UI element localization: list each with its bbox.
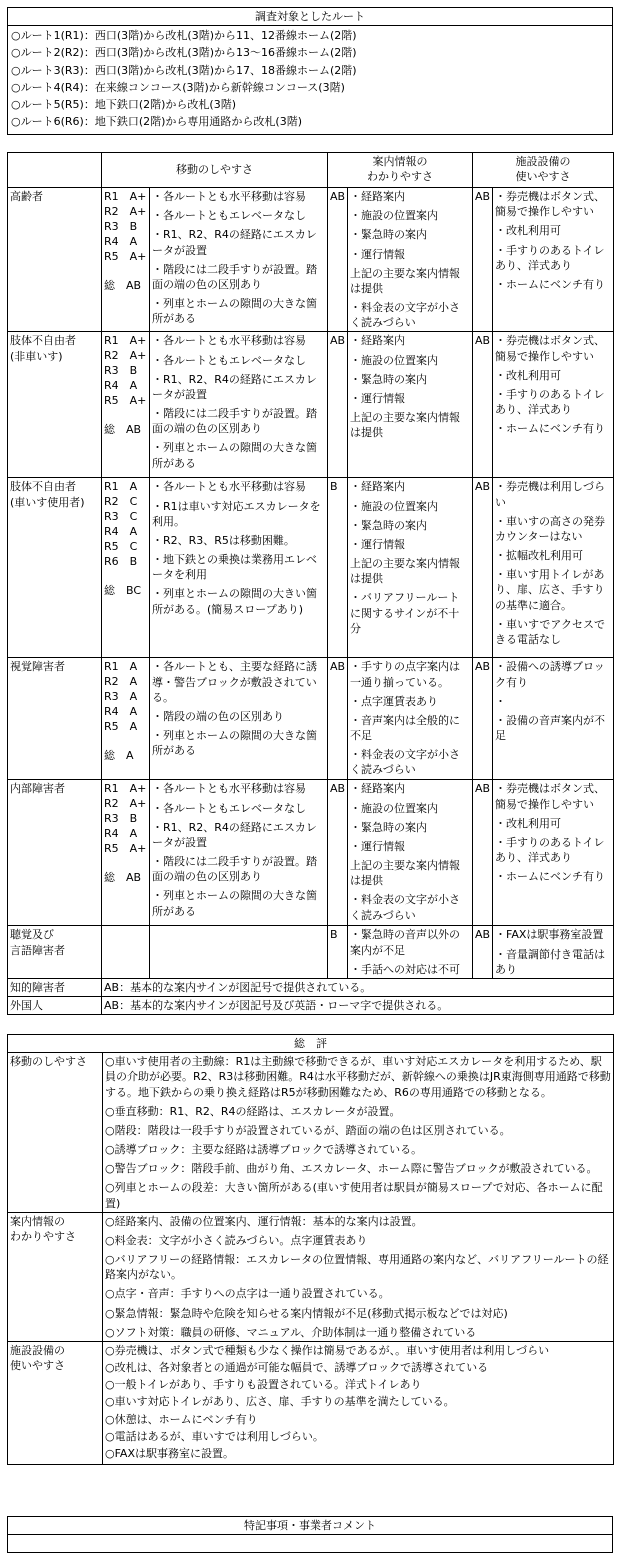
route-grade: R2 C <box>104 495 138 509</box>
evaluation-simple-row <box>8 997 614 1015</box>
facility-item: ・券売機はボタン式、簡易で操作しやすい <box>495 334 605 363</box>
general-para: ○垂直移動：R1、R2、R4の経路は、エスカレータが設置。 <box>105 1104 401 1118</box>
mobility-item: ・列車とホームの隙間の大きな箇所がある <box>152 889 317 918</box>
group-label: 肢体不自由者 <box>10 334 76 348</box>
general-para: ○料金表：文字が小さく読みづらい。点字運賃表あり <box>105 1233 368 1247</box>
routes-list <box>8 26 613 135</box>
facility-grade: AB <box>473 658 493 780</box>
general-label-line: わかりやすさ <box>10 1229 76 1243</box>
mobility-item: ・R1、R2、R4の経路にエスカレータが設置 <box>152 372 317 401</box>
general-title: 総 評 <box>8 1035 614 1053</box>
general-content <box>103 1341 614 1464</box>
routes-table <box>7 7 613 135</box>
mobility-item: ・R1は車いす対応エスカレータを利用。 <box>152 499 321 528</box>
evaluation-row <box>8 658 614 780</box>
header-info-line1: 案内情報の <box>372 155 428 168</box>
general-content <box>103 1212 614 1341</box>
route-grade: R4 A <box>104 827 138 841</box>
mobility-item: ・各ルートとも水平移動は容易 <box>152 782 306 796</box>
group-label: 肢体不自由者 <box>10 480 76 494</box>
info-item: ・施設の位置案内 <box>350 801 438 815</box>
facility-item: ・ホームにベンチ有り <box>495 870 605 884</box>
info-item: ・経路案内 <box>350 782 405 796</box>
info-item: ・バリアフリールートに関するサインが不十分 <box>350 591 460 635</box>
info-item: ・音声案内は全般的に不足 <box>350 713 460 743</box>
facility-item: ・FAXは駅事務室設置 <box>495 928 604 942</box>
notes-title: 特記事項・事業者コメント <box>8 1517 613 1535</box>
facility-item: ・ホームにベンチ有り <box>495 422 605 436</box>
info-item: ・経路案内 <box>350 334 405 348</box>
route-grade: R3 B <box>104 812 138 826</box>
route-grade: R3 B <box>104 364 138 378</box>
mobility-cell <box>150 780 328 926</box>
facility-grade: AB <box>473 332 493 478</box>
general-para: ○車いす使用者の主動線：R1は主動線で移動できるが、車いす対応エスカレータを利用するため、駅員の介助が必要。R2、R3は移動困難。R4は水平移動だが、新幹線への乗換はJR東海側専用通路で移動する。地下鉄からの乗り換え経路はR5が移動困難なため、R6の専用通路での移動となる。 <box>105 1055 611 1099</box>
route-grade: R4 A <box>104 379 138 393</box>
general-para: ○一般トイレがあり、手すりも設置されている。洋式トイレあり <box>105 1378 422 1392</box>
facility-cell <box>493 926 614 979</box>
header-facility <box>473 153 614 188</box>
route-item: ○ルート5(R5)：地下鉄口(2階)から改札(3階) <box>11 97 236 111</box>
mobility-item: ・列車とホームの隙間の大きい箇所がある。(簡易スロープあり) <box>152 587 317 616</box>
route-grades <box>102 188 150 332</box>
info-item: ・経路案内 <box>350 480 405 494</box>
route-grade: R4 A <box>104 705 138 719</box>
route-grade: R2 A+ <box>104 349 147 363</box>
route-grade: R3 A <box>104 690 138 704</box>
info-item: ・料金表の文字が小さく読みづらい <box>350 748 460 777</box>
facility-cell <box>493 780 614 926</box>
group-label: 視覚障害者 <box>10 660 65 674</box>
group-cell: 知的障害者 <box>8 978 102 996</box>
mobility-item: ・R1、R2、R4の経路にエスカレータが設置 <box>152 820 317 849</box>
info-item: ・緊急時の案内 <box>350 518 427 532</box>
info-grade: AB <box>328 332 348 478</box>
general-para: ○改札は、各対象者との通過が可能な幅員で、誘導ブロックで誘導されている <box>105 1361 489 1375</box>
facility-item: ・券売機はボタン式、簡易で操作しやすい <box>495 190 605 219</box>
facility-item: ・設備の音声案内が不足 <box>495 713 605 743</box>
evaluation-row <box>8 780 614 926</box>
evaluation-table <box>7 152 614 1015</box>
route-grade: R3 B <box>104 220 138 233</box>
general-para: ○経路案内、設備の位置案内、運行情報：基本的な案内は設置。 <box>105 1214 423 1228</box>
route-item: ○ルート2(R2)：西口(3階)から改札(3階)から13～16番線ホーム(2階) <box>11 46 357 60</box>
routes-title: 調査対象としたルート <box>8 8 613 26</box>
group-label: (車いす使用者) <box>10 495 85 509</box>
route-grade: R5 A+ <box>104 394 147 408</box>
info-item: ・緊急時の案内 <box>350 820 427 834</box>
evaluation-row <box>8 478 614 658</box>
route-item: ○ルート3(R3)：西口(3階)から改札(3階)から17、18番線ホーム(2階) <box>11 63 357 77</box>
info-item: ・運行情報 <box>350 537 405 551</box>
info-cell <box>348 926 473 979</box>
info-cell <box>348 478 473 658</box>
mobility-item: ・列車とホームの隙間の大きな箇所がある <box>152 441 317 470</box>
info-item: ・施設の位置案内 <box>350 209 438 223</box>
route-grade: R1 A+ <box>104 782 147 796</box>
facility-grade: AB <box>473 926 493 979</box>
info-item: 上記の主要な案内情報は提供 <box>350 557 460 586</box>
facility-item: ・手すりのあるトイレあり、洋式あり <box>495 387 605 417</box>
route-item: ○ルート4(R4)：在来線コンコース(3階)から新幹線コンコース(3階) <box>11 80 345 94</box>
info-item: ・施設の位置案内 <box>350 353 438 367</box>
general-para: ○誘導ブロック：主要な経路は誘導ブロックで誘導されている。 <box>105 1143 423 1157</box>
mobility-cell <box>150 332 328 478</box>
route-grades <box>102 780 150 926</box>
notes-body <box>8 1535 613 1553</box>
mobility-cell <box>150 926 328 979</box>
header-mobility: 移動のしやすさ <box>102 153 328 188</box>
mobility-item: ・各ルートともエレベータなし <box>152 801 306 815</box>
info-item: ・手すりの点字案内は一通り揃っている。 <box>350 660 460 689</box>
facility-item: ・手すりのあるトイレあり、洋式あり <box>495 835 605 865</box>
info-item: 上記の主要な案内情報は提供 <box>350 859 460 888</box>
header-info <box>328 153 473 188</box>
general-para: ○車いす対応トイレがあり、広さ、扉、手すりの基準を満たしている。 <box>105 1395 455 1409</box>
general-label-line: 施設設備の <box>10 1343 65 1357</box>
header-blank <box>8 153 102 188</box>
facility-item: ・車いす用トイレがあり、扉、広さ、手すりの基準に適合。 <box>495 568 605 612</box>
route-grade: R4 A <box>104 235 138 248</box>
route-grade: R2 A <box>104 675 138 689</box>
mobility-item: ・列車とホームの隙間の大きな箇所がある <box>152 297 317 326</box>
route-grade: R5 A+ <box>104 842 147 856</box>
route-grades <box>102 332 150 478</box>
general-label-line: 移動のしやすさ <box>10 1055 87 1069</box>
info-grade: B <box>328 478 348 658</box>
facility-item: ・ホームにベンチ有り <box>495 277 605 291</box>
info-cell <box>348 658 473 780</box>
info-grade: B <box>328 926 348 979</box>
general-label-line: 使いやすさ <box>10 1359 65 1373</box>
mobility-item: ・各ルートともエレベータなし <box>152 209 306 223</box>
route-grade: 総 AB <box>104 279 142 292</box>
facility-item: ・音量調節付き電話はあり <box>495 947 605 976</box>
facility-cell <box>493 658 614 780</box>
general-para: ○券売機は、ボタン式で種類も少なく操作は簡易であるが、。車いす使用者は利用しづらい <box>105 1343 550 1357</box>
info-item: 上記の主要な案内情報は提供 <box>350 266 460 295</box>
general-table <box>7 1034 614 1465</box>
group-label: 内部障害者 <box>10 782 65 796</box>
info-grade: AB <box>328 188 348 332</box>
group-label: (非車いす) <box>10 349 63 363</box>
general-para: ○列車とホームの段差：大きい箇所がある(車いす使用者は駅員が簡易スロープで対応、各ホームに配置) <box>105 1181 603 1210</box>
mobility-item: ・階段には二段手すりが設置。踏面の端の色の区別あり <box>152 855 317 884</box>
info-item: ・運行情報 <box>350 391 405 405</box>
route-grade: R1 A+ <box>104 334 147 348</box>
facility-cell <box>493 188 614 332</box>
mobility-item: ・地下鉄との乗換は業務用エレベータを利用 <box>152 553 317 582</box>
facility-item: ・設備への誘導ブロック有り <box>495 660 605 689</box>
route-grade: 総 BC <box>104 584 142 598</box>
general-section <box>8 1212 614 1341</box>
mobility-item: ・階段の端の色の区別あり <box>152 709 284 723</box>
info-grade: AB <box>328 658 348 780</box>
general-para: ○階段：階段は一段手すりが設置されているが、踏面の端の色は区別されている。 <box>105 1123 511 1137</box>
general-para: ○休憩は、ホームにベンチ有り <box>105 1412 258 1426</box>
facility-grade: AB <box>473 780 493 926</box>
info-cell <box>348 188 473 332</box>
facility-cell <box>493 332 614 478</box>
route-grade: R4 A <box>104 525 138 539</box>
general-para: ○緊急情報：緊急時や危険を知らせる案内情報が不足(移動式掲示板などでは対応) <box>105 1306 508 1320</box>
header-info-line2: わかりやすさ <box>367 170 433 184</box>
facility-item: ・車いすの高さの発券カウンターはない <box>495 514 605 543</box>
facility-item: ・手すりのあるトイレあり、洋式あり <box>495 243 605 272</box>
facility-item: ・車いすでアクセスできる電話なし <box>495 617 605 646</box>
evaluation-row <box>8 926 614 979</box>
info-item: ・緊急時の音声以外の案内が不足 <box>350 928 460 957</box>
general-para: ○電話はあるが、車いすでは利用しづらい。 <box>105 1429 324 1443</box>
info-grade: AB <box>328 780 348 926</box>
mobility-cell <box>150 478 328 658</box>
route-grade: 総 AB <box>104 423 142 437</box>
general-para: ○警告ブロック：階段手前、曲がり角、エスカレータ、ホーム際に警告ブロックが敷設されている。 <box>105 1162 598 1176</box>
notes-table <box>7 1516 613 1553</box>
info-item: ・緊急時の案内 <box>350 372 427 386</box>
mobility-item: ・各ルートともエレベータなし <box>152 353 306 367</box>
info-cell <box>348 332 473 478</box>
route-grade: R1 A <box>104 480 138 494</box>
mobility-item: ・各ルートとも、主要な経路に誘導・警告ブロックが敷設されている。 <box>152 660 317 704</box>
info-item: ・運行情報 <box>350 839 405 853</box>
general-label <box>8 1053 103 1213</box>
general-para: ○点字・音声：手すりへの点字は一通り設置されている。 <box>105 1287 390 1301</box>
route-item: ○ルート1(R1)：西口(3階)から改札(3階)から11、12番線ホーム(2階) <box>11 29 357 43</box>
facility-item: ・ <box>495 694 506 708</box>
general-section <box>8 1341 614 1464</box>
route-grades <box>102 926 150 979</box>
route-grades <box>102 478 150 658</box>
group-cell: 外国人 <box>8 997 102 1015</box>
group-cell <box>8 478 102 658</box>
general-para: ○FAXは駅事務室に設置。 <box>105 1446 234 1460</box>
general-para: ○ソフト対策：職員の研修、マニュアル、介助体制は一通り整備されている <box>105 1325 477 1339</box>
mobility-cell <box>150 188 328 332</box>
general-section <box>8 1053 614 1213</box>
info-item: ・施設の位置案内 <box>350 499 438 513</box>
mobility-item: ・各ルートとも水平移動は容易 <box>152 334 306 348</box>
route-grade: R5 A <box>104 720 138 734</box>
route-grade: R1 A+ <box>104 190 147 203</box>
info-item: ・運行情報 <box>350 247 405 261</box>
mobility-item: ・階段には二段手すりが設置。踏面の端の色の区別あり <box>152 407 317 436</box>
facility-item: ・改札利用可 <box>495 224 561 238</box>
group-label: 高齢者 <box>10 190 43 203</box>
facility-cell <box>493 478 614 658</box>
facility-item: ・券売機はボタン式、簡易で操作しやすい <box>495 782 605 811</box>
mobility-item: ・R2、R3、R5は移動困難。 <box>152 533 295 547</box>
route-grade: 総 AB <box>104 871 142 885</box>
mobility-item: ・各ルートとも水平移動は容易 <box>152 190 306 203</box>
group-cell <box>8 188 102 332</box>
general-para: ○バリアフリーの経路情報：エスカレータの位置情報、専用通路の案内など、バリアフリールートの経路案内がない。 <box>105 1253 609 1282</box>
info-cell <box>348 780 473 926</box>
evaluation-row <box>8 188 614 332</box>
route-grade: R6 B <box>104 555 138 569</box>
route-grade: 総 A <box>104 749 134 763</box>
route-grade: R2 A+ <box>104 205 147 218</box>
facility-item: ・券売機は利用しづらい <box>495 480 605 509</box>
facility-item: ・改札利用可 <box>495 816 561 830</box>
header-facility-line2: 使いやすさ <box>515 170 571 184</box>
route-grades <box>102 658 150 780</box>
mobility-item: ・列車とホームの隙間の大きな箇所がある <box>152 729 317 758</box>
route-grade: R5 A+ <box>104 250 147 263</box>
group-cell <box>8 658 102 780</box>
route-grade: R3 C <box>104 510 138 524</box>
evaluation-row <box>8 332 614 478</box>
general-label <box>8 1341 103 1464</box>
info-item: ・料金表の文字が小さく読みづらい <box>350 301 460 330</box>
general-label-line: 案内情報の <box>10 1214 65 1228</box>
group-label: 聴覚及び <box>10 928 54 942</box>
mobility-cell <box>150 658 328 780</box>
header-facility-line1: 施設設備の <box>515 155 571 168</box>
group-cell <box>8 926 102 979</box>
info-item: ・点字運賃表あり <box>350 694 438 708</box>
route-grade: R1 A <box>104 660 138 674</box>
simple-text: AB：基本的な案内サインが図記号及び英語・ローマ字で提供される。 <box>102 997 614 1015</box>
general-content <box>103 1053 614 1213</box>
route-item: ○ルート6(R6)：地下鉄口(2階)から専用通路から改札(3階) <box>11 115 302 129</box>
facility-item: ・拡幅改札利用可 <box>495 549 583 563</box>
facility-grade: AB <box>473 478 493 658</box>
route-grade: R5 C <box>104 540 138 554</box>
info-item: ・手話への対応は不可 <box>350 962 460 976</box>
evaluation-simple-row <box>8 978 614 996</box>
route-grade: R2 A+ <box>104 797 147 811</box>
info-item: ・料金表の文字が小さく読みづらい <box>350 893 460 922</box>
mobility-item: ・R1、R2、R4の経路にエスカレータが設置 <box>152 228 317 257</box>
group-cell <box>8 332 102 478</box>
simple-text: AB：基本的な案内サインが図記号で提供されている。 <box>102 978 614 996</box>
mobility-item: ・階段には二段手すりが設置。踏面の端の色の区別あり <box>152 262 317 291</box>
info-item: ・緊急時の案内 <box>350 228 427 242</box>
general-label <box>8 1212 103 1341</box>
facility-grade: AB <box>473 188 493 332</box>
group-cell <box>8 780 102 926</box>
mobility-item: ・各ルートとも水平移動は容易 <box>152 480 306 494</box>
info-item: 上記の主要な案内情報は提供 <box>350 411 460 440</box>
facility-item: ・改札利用可 <box>495 368 561 382</box>
group-label: 言語障害者 <box>10 943 65 957</box>
info-item: ・経路案内 <box>350 190 405 203</box>
